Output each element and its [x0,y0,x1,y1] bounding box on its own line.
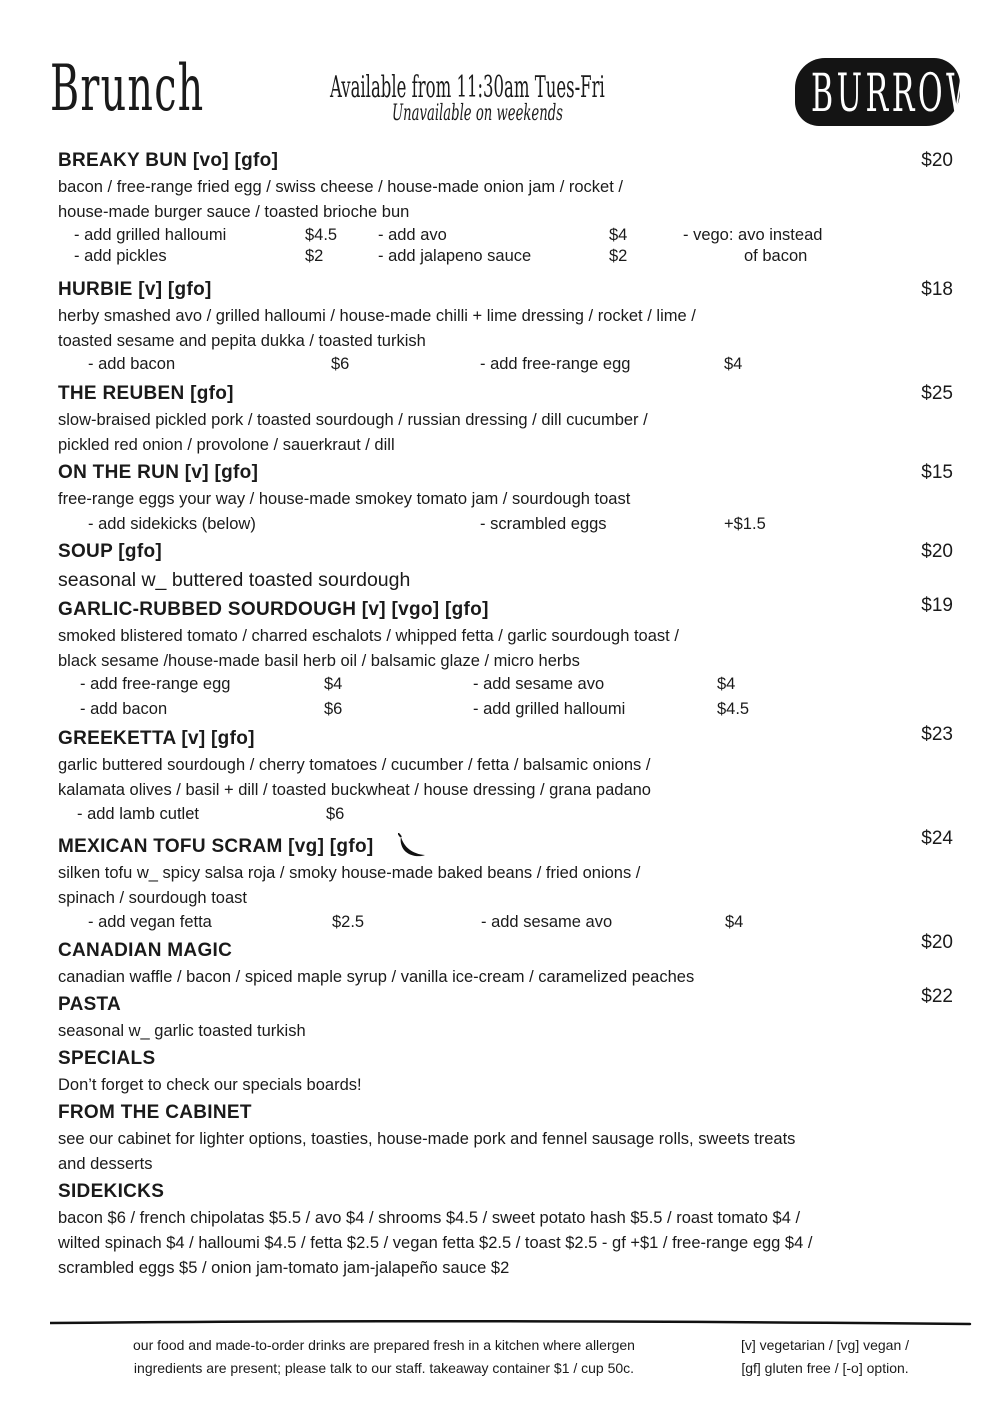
item-desc-line: kalamata olives / basil + dill / toasted buckwheat / house dressing / grana padano [58,781,651,799]
addon-price: $4 [609,226,628,244]
addon-label: - add jalapeno sauce [378,247,532,265]
item-price: $20 [921,932,953,953]
item-desc-line: herby smashed avo / grilled halloumi / house-made chilli + lime dressing / rocket / lime / [58,307,696,325]
legend-line: [v] vegetarian / [vg] vegan / [740,1337,910,1353]
item-price: $25 [921,383,953,404]
item-desc-line: silken tofu w_ spicy salsa roja / smoky house-made baked beans / fried onions / [58,864,641,882]
item-desc-line: seasonal w_ garlic toasted turkish [58,1022,306,1040]
item-price: $23 [921,724,953,745]
addon-price: $2.5 [332,913,365,931]
addon-price: $6 [324,700,343,718]
item-name: SOUP [gfo] [58,541,162,562]
addon-label: - add bacon [80,700,168,718]
addon-price: $2 [609,247,628,265]
item-desc-line: free-range eggs your way / house-made smokey tomato jam / sourdough toast [58,490,631,508]
item-name: BREAKY BUN [vo] [gfo] [58,150,279,171]
availability-text: Available from 11:30am Tues-Fri [330,70,605,105]
addon-label: - add lamb cutlet [77,805,199,823]
item-desc-line: scrambled eggs $5 / onion jam-tomato jam-jalapeño sauce $2 [58,1259,510,1277]
unavailable-text: Unavailable on weekends [392,101,563,126]
item-desc-line: see our cabinet for lighter options, toasties, house-made pork and fennel sausage rolls, sweets treats [58,1130,796,1148]
addon-price: $4.5 [717,700,750,718]
item-name: SIDEKICKS [58,1181,165,1202]
item-name: ON THE RUN [v] [gfo] [58,462,259,483]
dietary-legend [718,1334,932,1380]
item-desc-line: wilted spinach $4 / halloumi $4.5 / fetta $2.5 / vegan fetta $2.5 / toast $2.5 - gf +$1 / free-range egg $4 / [58,1234,813,1252]
addon-note: of bacon [744,247,808,265]
item-desc-line: black sesame /house-made basil herb oil / balsamic glaze / micro herbs [58,652,580,670]
addon-price: $4.5 [305,226,338,244]
addon-price: $4 [724,355,743,373]
addon-price: $6 [331,355,350,373]
addon-label: - add sesame avo [473,675,605,693]
allergen-line: ingredients are present; please talk to our staff. takeaway container $1 / cup 50c. [133,1360,635,1376]
addon-price: +$1.5 [724,515,766,533]
item-price: $20 [921,541,953,562]
item-name: MEXICAN TOFU SCRAM [vg] [gfo] [58,836,374,857]
item-name: GREEKETTA [v] [gfo] [58,728,255,749]
item-name: THE REUBEN [gfo] [58,383,234,404]
item-desc-line: bacon / free-range fried egg / swiss cheese / house-made onion jam / rocket / [58,178,623,196]
item-desc-line: slow-braised pickled pork / toasted sourdough / russian dressing / dill cucumber / [58,411,648,429]
item-desc-line: pickled red onion / provolone / sauerkraut / dill [58,436,395,454]
item-name: PASTA [58,994,122,1015]
item-price: $15 [921,462,953,483]
logo-text: BURROW [811,64,981,124]
item-price: $22 [921,986,953,1007]
item-desc-line: seasonal w_ buttered toasted sourdough [58,569,411,591]
item-name: CANADIAN MAGIC [58,940,233,961]
legend-line: [gf] gluten free / [-o] option. [741,1360,909,1376]
item-name: HURBIE [v] [gfo] [58,279,212,300]
addon-label: - add vegan fetta [88,913,212,931]
addon-label: - add sidekicks (below) [88,515,256,533]
item-desc-line: smoked blistered tomato / charred eschalots / whipped fetta / garlic sourdough toast / [58,627,679,645]
item-name: SPECIALS [58,1048,156,1069]
item-desc-line: Don’t forget to check our specials boards! [58,1076,362,1094]
chili-pepper-icon [398,833,428,859]
item-desc-line: toasted sesame and pepita dukka / toasted turkish [58,332,426,350]
addon-label: - scrambled eggs [480,515,607,533]
addon-label: - add grilled halloumi [473,700,626,718]
allergen-line: our food and made-to-order drinks are prepared fresh in a kitchen where allergen [133,1337,635,1353]
menu-title: Brunch [50,52,205,126]
addon-label: - add free-range egg [80,675,231,693]
addon-price: $4 [324,675,343,693]
item-price: $20 [921,150,953,171]
addon-price: $2 [305,247,324,265]
addon-label: - add grilled halloumi [74,226,227,244]
item-price: $18 [921,279,953,300]
footer-divider [50,1318,972,1328]
item-desc-line: house-made burger sauce / toasted brioche bun [58,203,410,221]
addon-label: - add sesame avo [481,913,613,931]
item-name: FROM THE CABINET [58,1102,252,1123]
addon-price: $4 [717,675,736,693]
allergen-notice [88,1334,680,1380]
addon-label: - add pickles [74,247,167,265]
addon-label: - add avo [378,226,447,244]
item-price: $19 [921,595,953,616]
item-desc-line: and desserts [58,1155,153,1173]
addon-price: $6 [326,805,345,823]
item-desc-line: spinach / sourdough toast [58,889,247,907]
burrow-logo [795,58,981,126]
item-desc-line: canadian waffle / bacon / spiced maple syrup / vanilla ice-cream / caramelized peaches [58,968,695,986]
item-desc-line: garlic buttered sourdough / cherry tomatoes / cucumber / fetta / balsamic onions / [58,756,651,774]
item-desc-line: bacon $6 / french chipolatas $5.5 / avo $4 / shrooms $4.5 / sweet potato hash $5.5 / roast tomato $4 / [58,1209,801,1227]
item-price: $24 [921,828,953,849]
item-name: GARLIC-RUBBED SOURDOUGH [v] [vgo] [gfo] [58,599,489,620]
addon-label: - add bacon [88,355,176,373]
addon-price: $4 [725,913,744,931]
addon-note: - vego: avo instead [683,226,823,244]
addon-label: - add free-range egg [480,355,631,373]
